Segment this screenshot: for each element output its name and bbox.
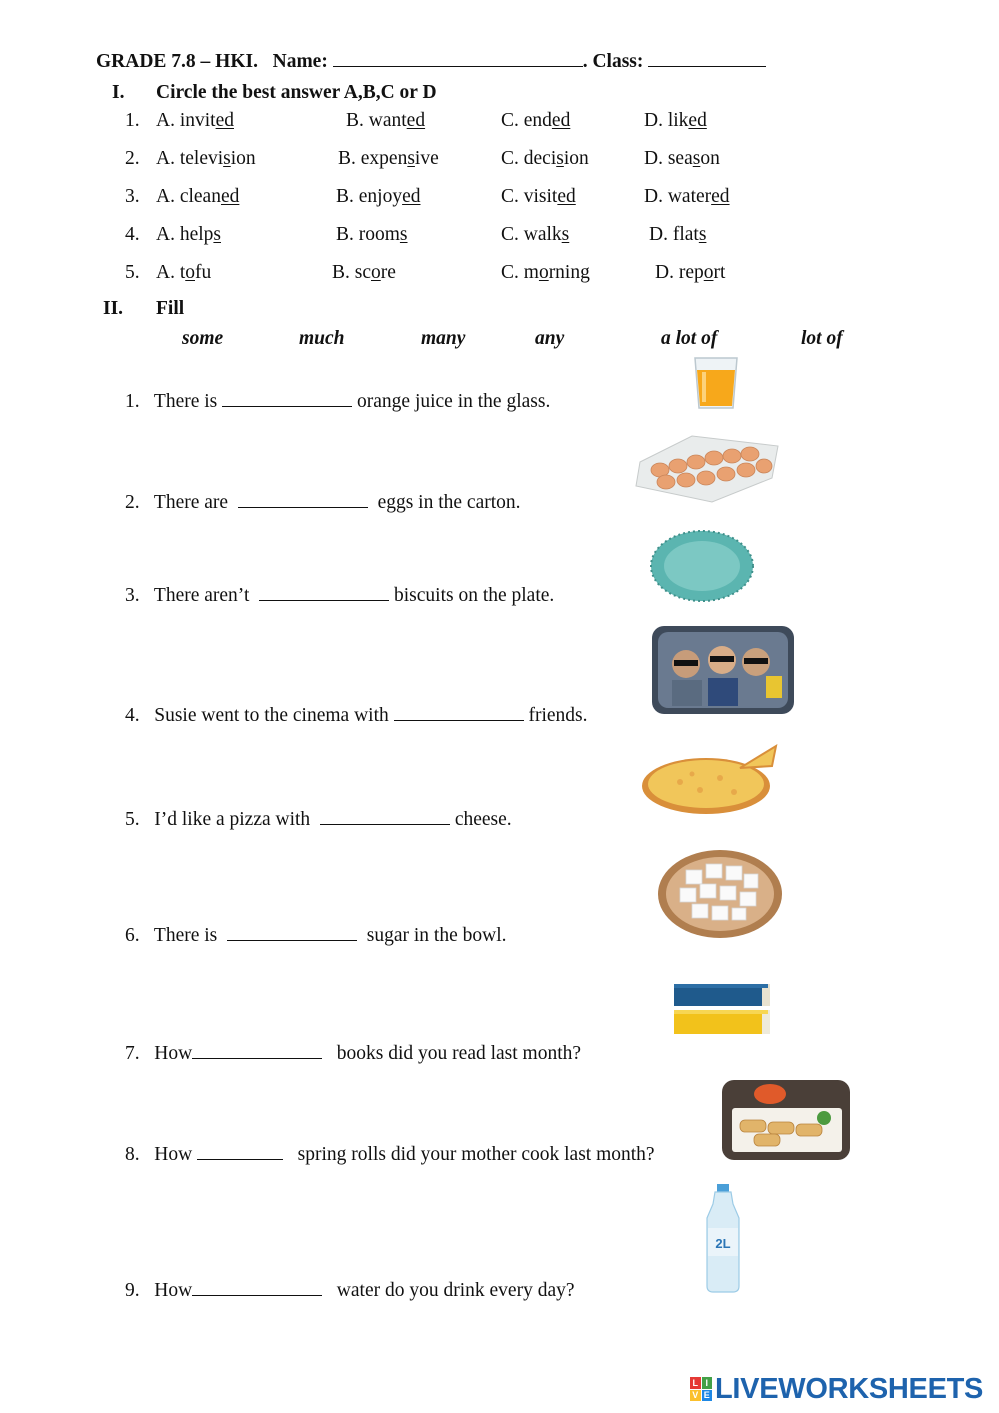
answer-blank[interactable] xyxy=(320,808,450,825)
item-number: 4. xyxy=(125,705,140,726)
class-field[interactable] xyxy=(648,50,766,67)
item-number: 1. xyxy=(125,391,140,412)
word-bank-item: many xyxy=(421,328,466,349)
worksheet-header xyxy=(96,50,766,73)
underlined-sound: s xyxy=(556,148,564,169)
answer-blank[interactable] xyxy=(227,924,357,941)
mcq-option-d[interactable]: D. liked xyxy=(644,110,707,131)
logo-tile: E xyxy=(702,1390,713,1402)
underlined-sound: s xyxy=(407,148,415,169)
item-number: 3. xyxy=(125,585,140,606)
sentence-start: There is xyxy=(153,391,218,412)
sentence-end: books did you read last month? xyxy=(336,1043,582,1064)
fill-sentence-4 xyxy=(125,704,588,727)
mcq-option-b[interactable]: B. enjoyed xyxy=(336,186,421,207)
egg-carton-image xyxy=(632,432,780,504)
sentence-start: There aren’t xyxy=(153,585,250,606)
underlined-sound: ed xyxy=(402,186,421,207)
mcq-option-c[interactable]: C. visited xyxy=(501,186,576,207)
cinema-friends-image xyxy=(650,624,796,716)
class-label: . Class: xyxy=(582,51,644,72)
sentence-end: friends. xyxy=(528,705,588,726)
sentence-end: cheese. xyxy=(454,809,512,830)
mcq-option-b[interactable]: B. rooms xyxy=(336,224,408,245)
answer-blank[interactable] xyxy=(192,1279,322,1296)
sentence-end: orange juice in the glass. xyxy=(357,391,551,412)
sentence-end: spring rolls did your mother cook last month? xyxy=(297,1144,655,1165)
underlined-sound: o xyxy=(371,262,381,283)
underlined-sound: o xyxy=(185,262,195,283)
mcq-option-b[interactable]: B. score xyxy=(332,262,396,283)
logo-tile: V xyxy=(690,1390,701,1402)
underlined-sound: ed xyxy=(557,186,576,207)
underlined-sound: s xyxy=(692,148,701,169)
fill-sentence-8 xyxy=(125,1143,655,1166)
fill-sentence-2 xyxy=(125,491,521,514)
section-1-title: Circle the best answer A,B,C or D xyxy=(156,82,437,103)
mcq-option-c[interactable]: C. decision xyxy=(501,148,589,169)
mcq-option-a[interactable]: A. invited xyxy=(156,110,234,131)
underlined-sound: ed xyxy=(215,110,234,131)
logo-tiles-icon xyxy=(690,1377,712,1401)
item-number: 2. xyxy=(125,492,140,513)
mcq-option-d[interactable]: D. watered xyxy=(644,186,730,207)
sentence-start: I’d like a pizza with xyxy=(154,809,311,830)
item-number: 9. xyxy=(125,1280,140,1301)
underlined-sound: s xyxy=(213,224,221,245)
section-2-title: Fill xyxy=(156,298,185,319)
mcq-number: 2. xyxy=(125,148,140,169)
mcq-option-b[interactable]: B. wanted xyxy=(346,110,426,131)
liveworksheets-logo xyxy=(690,1372,983,1406)
mcq-option-a[interactable]: A. tofu xyxy=(156,262,212,283)
answer-blank[interactable] xyxy=(192,1042,322,1059)
answer-blank[interactable] xyxy=(238,491,368,508)
mcq-option-a[interactable]: A. cleaned xyxy=(156,186,240,207)
sentence-start: Susie went to the cinema with xyxy=(154,705,389,726)
sentence-end: eggs in the carton. xyxy=(377,492,521,513)
underlined-sound: ed xyxy=(551,110,571,131)
mcq-number: 5. xyxy=(125,262,140,283)
books-image xyxy=(670,978,774,1040)
mcq-option-a[interactable]: A. television xyxy=(156,148,256,169)
grade-label: GRADE 7.8 – HKI. xyxy=(96,51,258,72)
mcq-option-c[interactable]: C. ended xyxy=(501,110,571,131)
sentence-start: How xyxy=(154,1043,193,1064)
underlined-sound: ed xyxy=(220,186,240,207)
mcq-option-d[interactable]: D. report xyxy=(655,262,726,283)
logo-tile: I xyxy=(702,1377,713,1389)
word-bank-item: lot of xyxy=(801,328,843,349)
sentence-end: water do you drink every day? xyxy=(336,1280,575,1301)
answer-blank[interactable] xyxy=(394,704,524,721)
section-2-numeral: II. xyxy=(103,298,124,319)
answer-blank[interactable] xyxy=(259,584,389,601)
word-bank-item: any xyxy=(535,328,565,349)
underlined-sound: s xyxy=(223,148,231,169)
underlined-sound: ed xyxy=(406,110,426,131)
fill-sentence-9 xyxy=(125,1279,575,1302)
sentence-start: There are xyxy=(153,492,229,513)
fill-sentence-1 xyxy=(125,390,550,413)
sentence-end: biscuits on the plate. xyxy=(393,585,555,606)
plate-image xyxy=(650,530,756,604)
fill-sentence-7 xyxy=(125,1042,581,1065)
sentence-end: sugar in the bowl. xyxy=(366,925,507,946)
mcq-option-c[interactable]: C. morning xyxy=(501,262,590,283)
sugar-bowl-image xyxy=(656,848,788,940)
underlined-sound: o xyxy=(703,262,714,283)
mcq-number: 1. xyxy=(125,110,140,131)
orange-juice-glass-image xyxy=(690,352,742,412)
mcq-option-b[interactable]: B. expensive xyxy=(338,148,439,169)
sentence-start: How xyxy=(154,1280,193,1301)
pizza-image xyxy=(640,742,780,816)
item-number: 5. xyxy=(125,809,140,830)
logo-tile: L xyxy=(690,1377,701,1389)
underlined-sound: s xyxy=(561,224,570,245)
sentence-start: How xyxy=(154,1144,193,1165)
item-number: 7. xyxy=(125,1043,140,1064)
mcq-option-c[interactable]: C. walks xyxy=(501,224,570,245)
underlined-sound: o xyxy=(538,262,549,283)
mcq-option-a[interactable]: A. helps xyxy=(156,224,221,245)
logo-text: LIVEWORKSHEETS xyxy=(715,1372,984,1405)
answer-blank[interactable] xyxy=(197,1143,283,1160)
mcq-option-d[interactable]: D. season xyxy=(644,148,720,169)
mcq-option-d[interactable]: D. flats xyxy=(649,224,707,245)
spring-rolls-image xyxy=(720,1078,852,1162)
word-bank-item: much xyxy=(299,328,345,349)
bottle-label: 2L xyxy=(715,1236,731,1251)
fill-sentence-3 xyxy=(125,584,554,607)
underlined-sound: s xyxy=(698,224,707,245)
underlined-sound: ed xyxy=(711,186,730,207)
water-bottle-image xyxy=(703,1182,743,1294)
fill-sentence-5 xyxy=(125,808,512,831)
mcq-number: 3. xyxy=(125,186,140,207)
underlined-sound: s xyxy=(399,224,408,245)
item-number: 8. xyxy=(125,1144,140,1165)
underlined-sound: ed xyxy=(688,110,707,131)
section-1-numeral: I. xyxy=(112,82,125,103)
name-label: Name: xyxy=(272,51,328,72)
sentence-start: There is xyxy=(153,925,218,946)
fill-sentence-6 xyxy=(125,924,507,947)
word-bank-item: a lot of xyxy=(661,328,718,349)
name-field[interactable] xyxy=(333,50,583,67)
word-bank-item: some xyxy=(182,328,224,349)
mcq-number: 4. xyxy=(125,224,140,245)
answer-blank[interactable] xyxy=(222,390,352,407)
item-number: 6. xyxy=(125,925,140,946)
